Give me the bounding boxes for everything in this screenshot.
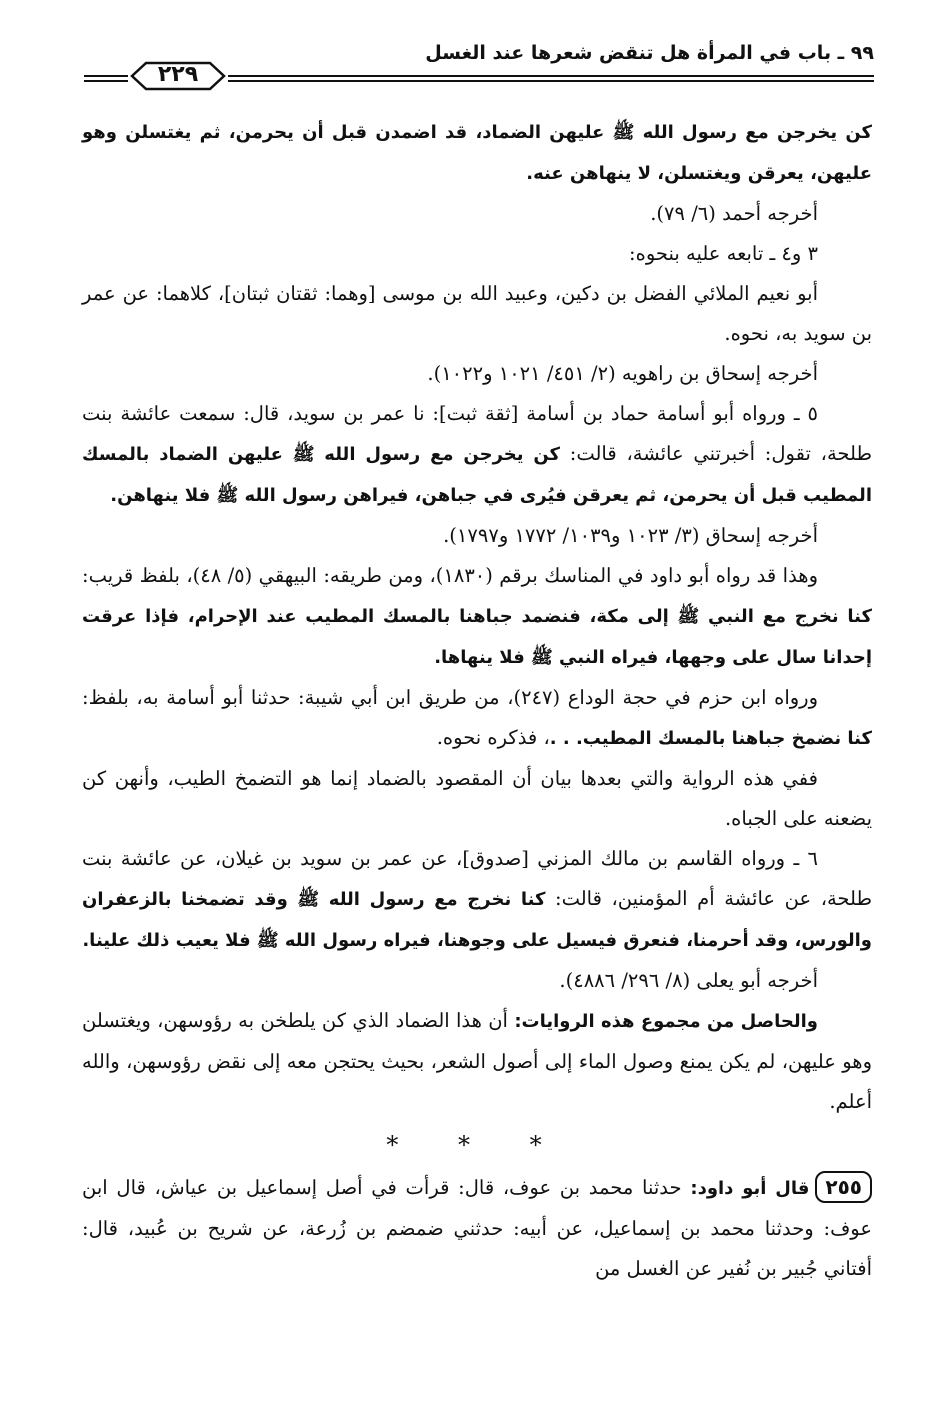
- citation: أخرجه أحمد (٦/ ٧٩).: [650, 202, 818, 225]
- quoted-hadith-text: كنا نخرج مع رسول الله ﷺ وقد تضمخنا بالزعفران والورس، وقد أحرمنا، فنعرق فيسيل على وجوهنا، فيراه رسول الله ﷺ فلا يعيب ذلك علينا.: [82, 889, 872, 951]
- paragraph: [82, 112, 872, 194]
- paragraph-text: ٦ ـ ورواه القاسم بن مالك المزني [صدوق]، عن عمر بن سويد بن غيلان، عن عائشة بنت طلحة، عن عائشة أم المؤمنين، قالت:: [82, 847, 873, 910]
- page-number-badge: [128, 60, 228, 92]
- page-body: [82, 112, 872, 1289]
- section-separator: * * *: [386, 1131, 568, 1159]
- paragraph: [82, 394, 872, 516]
- paragraph: [82, 961, 872, 1001]
- header-rule-left-2: [84, 80, 128, 82]
- paragraph: [82, 194, 872, 234]
- paragraph: [82, 678, 872, 759]
- paragraph: [82, 839, 872, 961]
- quoted-hadith-text: كن يخرجن مع رسول الله ﷺ عليهن الضماد، قد اضمدن قبل أن يحرمن، ثم يغتسلن وهو عليهن، يعرقن ويغتسلن، لا ينهاهن عنه.: [82, 122, 872, 184]
- paragraph-text: أن هذا الضماد الذي كن يلطخن به رؤوسهن، ويغتسلن وهو عليهن، لم يكن يمنع وصول الماء إلى أصول الشعر، بحيث يحتجن معه إلى نقض رؤوسهن، والله أعلم.: [82, 1009, 872, 1113]
- hadith-lead: قال أبو داود:: [681, 1178, 810, 1199]
- conclusion-lead: والحاصل من مجموع هذه الروايات:: [507, 1011, 818, 1032]
- hadith-number: ٢٥٥: [815, 1171, 872, 1203]
- quoted-hadith-text: كن يخرجن مع رسول الله ﷺ عليهن الضماد بالمسك المطيب قبل أن يحرمن، ثم يعرقن فيُرى في جباهن، فيراهن رسول الله ﷺ فلا ينهاهن.: [82, 444, 872, 506]
- paragraph-text: ، فذكره نحوه.: [436, 726, 550, 749]
- header-rule-left: [84, 75, 128, 77]
- paragraph-text: ففي هذه الرواية والتي بعدها بيان أن المقصود بالضماد إنما هو التضمخ الطيب، وأنهن كن يضعنه على الجباه.: [82, 767, 872, 830]
- page-number: ٢٢٩: [157, 62, 199, 87]
- paragraph: [82, 274, 872, 354]
- paragraph: [82, 354, 872, 394]
- header-rule-right-2: [228, 80, 874, 82]
- header-rule-right: [228, 75, 874, 77]
- paragraph-text: ٣ و٤ ـ تابعه عليه بنحوه:: [629, 242, 818, 265]
- chapter-title: ٩٩ ـ باب في المرأة هل تنقض شعرها عند الغسل: [425, 42, 874, 64]
- paragraph: [82, 1001, 872, 1122]
- citation: أخرجه أبو يعلى (٨/ ٢٩٦/ ٤٨٨٦).: [559, 969, 818, 992]
- hadith-paragraph: [82, 1168, 872, 1289]
- citation: أخرجه إسحاق (٣/ ١٠٢٣ و١٠٣٩/ ١٧٧٢ و١٧٩٧).: [443, 524, 818, 547]
- paragraph-text: أبو نعيم الملائي الفضل بن دكين، وعبيد الله بن موسى [وهما: ثقتان ثبتان]، كلاهما: عن عمر بن سويد به، نحوه.: [82, 282, 872, 345]
- quoted-hadith-text: كنا نضمخ جباهنا بالمسك المطيب. . .: [549, 728, 872, 749]
- paragraph-text: ٥ ـ ورواه أبو أسامة حماد بن أسامة [ثقة ثبت]: نا عمر بن سويد، قال: سمعت عائشة بنت طلحة، تقول: أخبرتني عائشة، قالت:: [82, 402, 872, 465]
- page-header: [84, 34, 874, 94]
- paragraph: [82, 759, 872, 839]
- paragraph: [82, 234, 872, 274]
- quoted-hadith-text: كنا نخرج مع النبي ﷺ إلى مكة، فنضمد جباهنا بالمسك المطيب عند الإحرام، فإذا عرقت إحدانا سال على وجهها، فيراه النبي ﷺ فلا ينهاها.: [82, 606, 872, 668]
- hadith-text: حدثنا محمد بن عوف، قال: قرأت في أصل إسماعيل بن عياش، قال ابن عوف: وحدثنا محمد بن إسماعيل، عن أبيه: حدثني ضمضم بن زُرعة، عن شريح بن عُبيد، قال: أفتاني جُبير بن نُفير عن الغسل من: [82, 1176, 872, 1280]
- paragraph-text: وهذا قد رواه أبو داود في المناسك برقم (١٨٣٠)، ومن طريقه: البيهقي (٥/ ٤٨)، بلفظ قريب:: [82, 564, 819, 587]
- paragraph: [82, 556, 872, 678]
- citation: أخرجه إسحاق بن راهويه (٢/ ٤٥١/ ١٠٢١ و١٠٢٢).: [427, 362, 818, 385]
- paragraph: [82, 516, 872, 556]
- paragraph-text: ورواه ابن حزم في حجة الوداع (٢٤٧)، من طريق ابن أبي شيبة: حدثنا أبو أسامة به، بلفظ:: [82, 686, 818, 709]
